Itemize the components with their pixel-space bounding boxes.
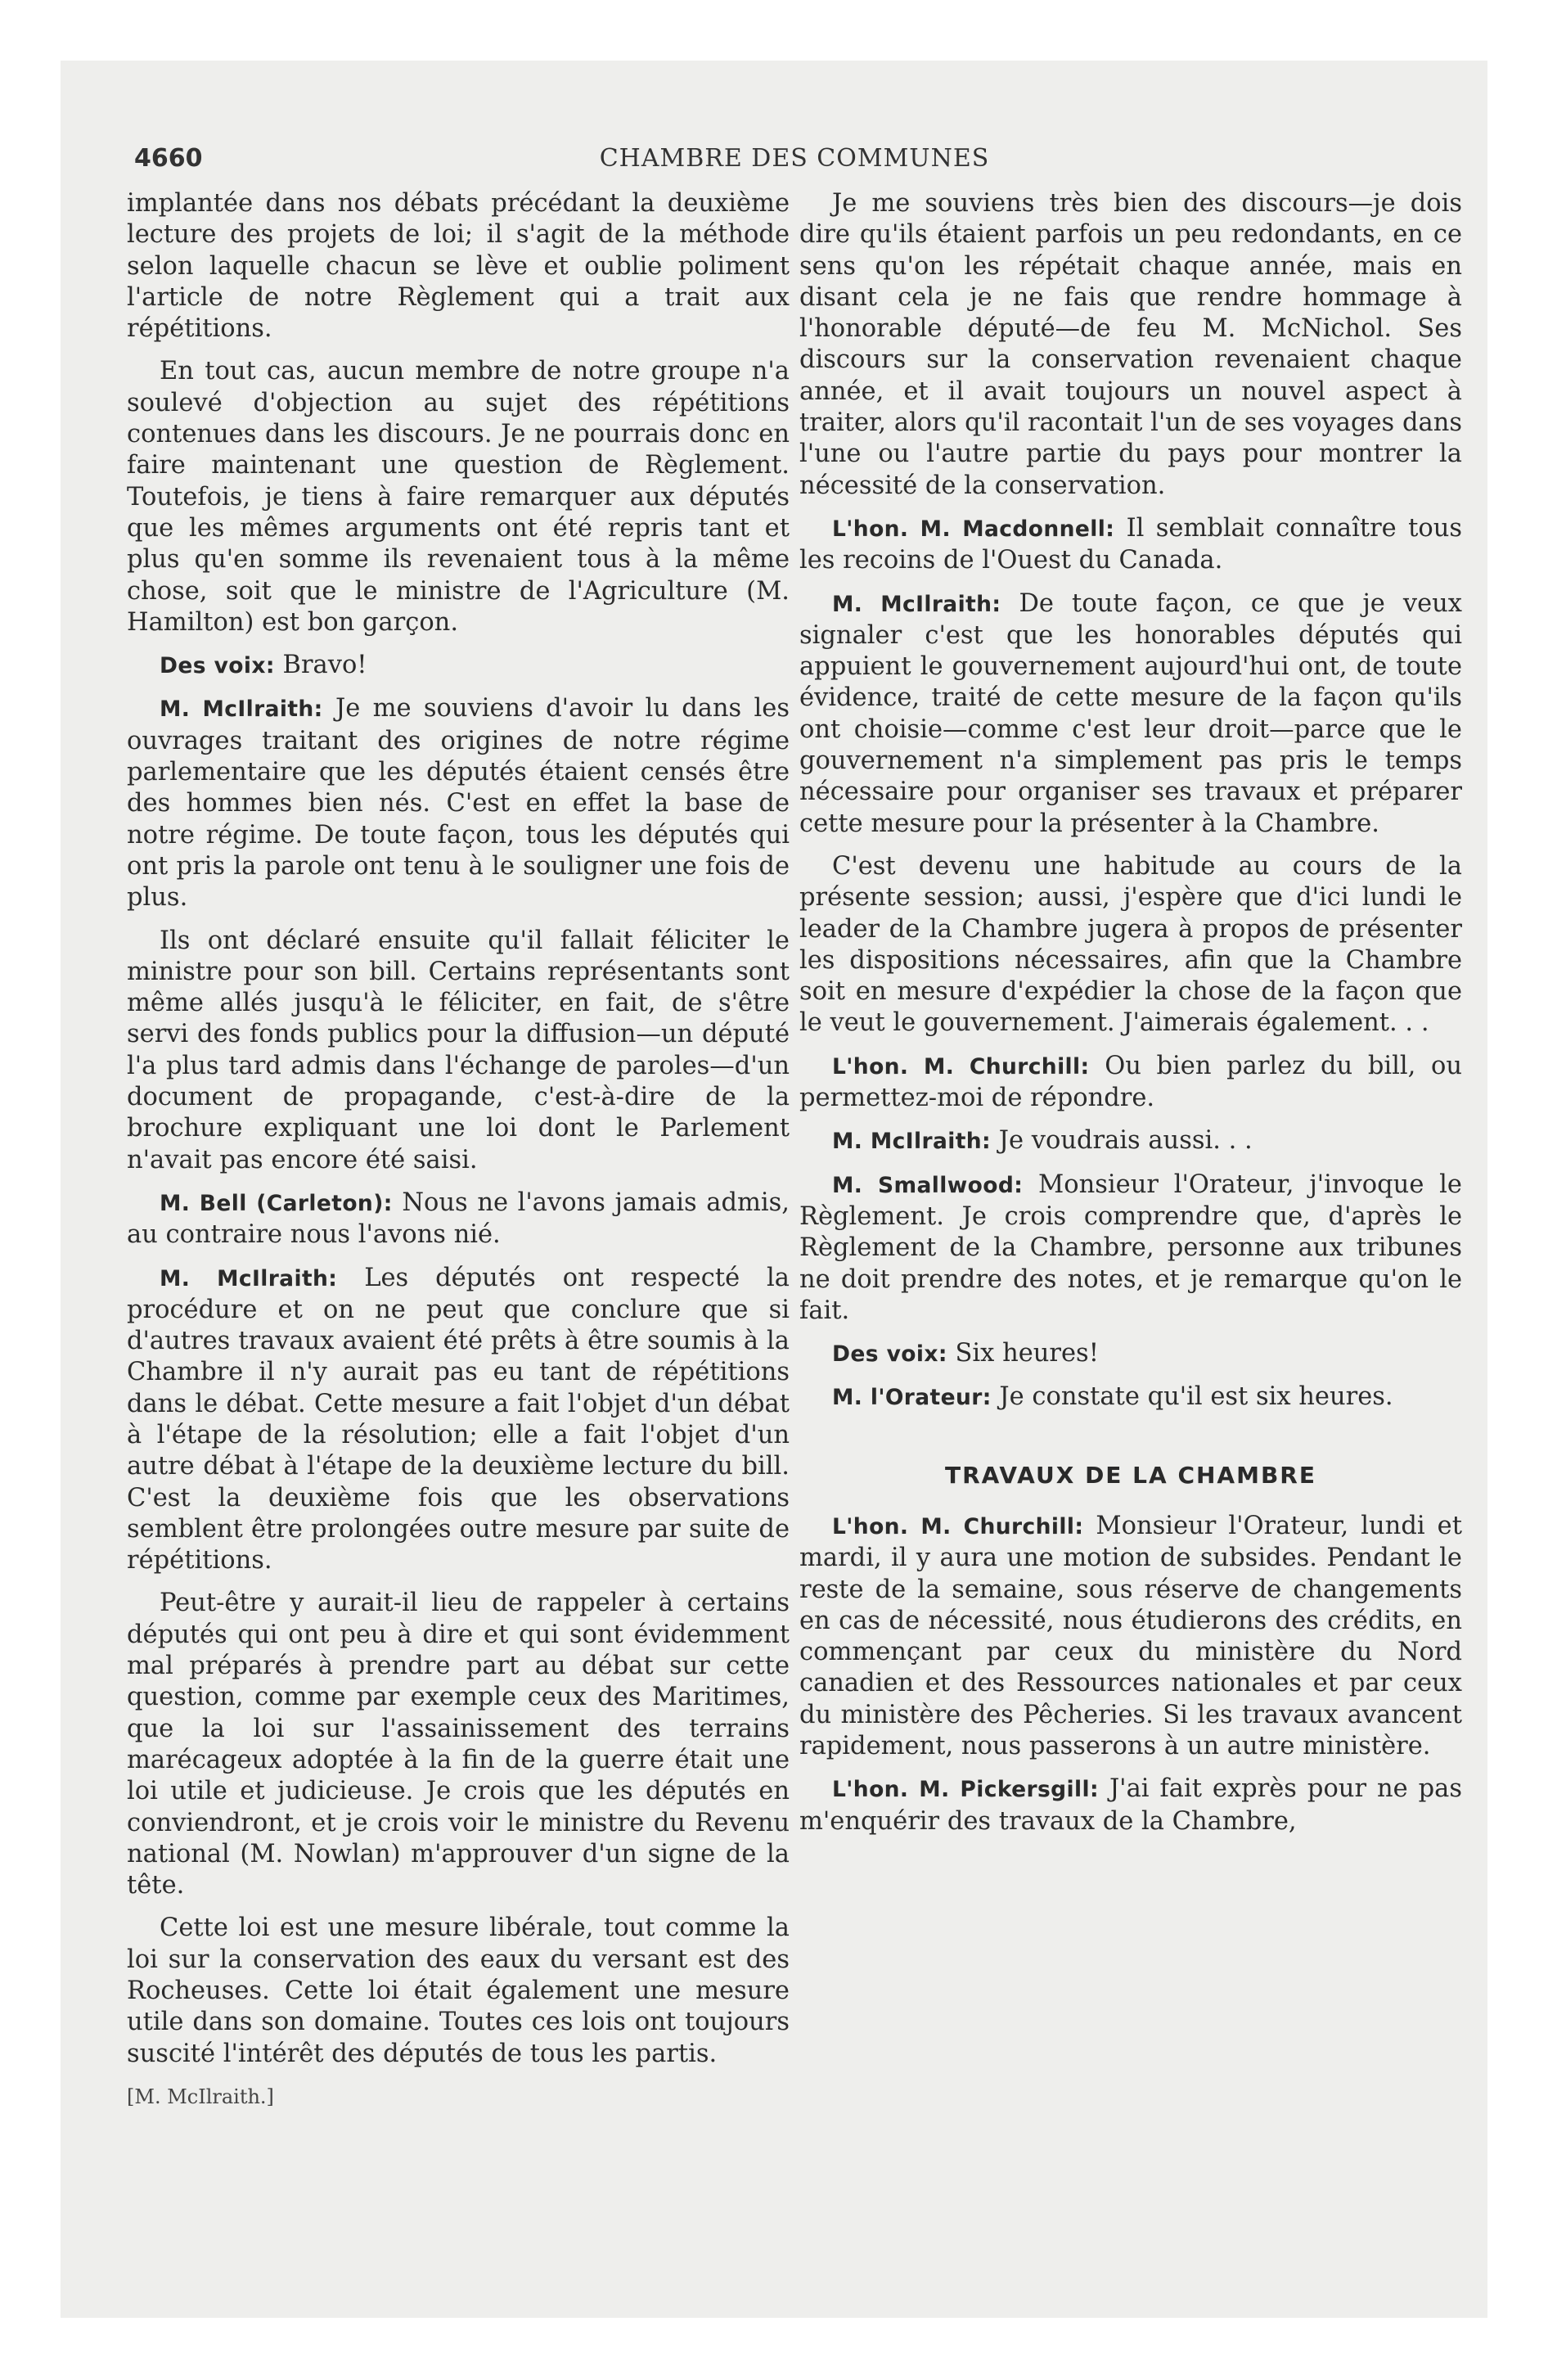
speech-text: Monsieur l'Orateur, j'invoque le Règlement. Je crois comprendre que, d'après le Règlement de la Chambre, personne aux tribunes ne doit prendre des notes, et je remarque qu'on le fait. [799,1170,1462,1325]
speech-paragraph [799,1170,1462,1327]
speech-paragraph [799,1051,1462,1115]
running-head: CHAMBRE DES COMMUNES [599,144,990,173]
speech-text: Nous ne l'avons jamais admis, au contraire nous l'avons nié. [127,1188,790,1250]
speaker-name: L'hon. M. Macdonnell: [832,516,1115,542]
speech-paragraph [799,1338,1462,1370]
speech-paragraph [799,1774,1462,1837]
speech-paragraph [799,588,1462,840]
speech-paragraph [799,513,1462,577]
speaker-name: M. l'Orateur: [832,1385,992,1411]
speaker-name: M. Bell (Carleton): [160,1190,393,1216]
paragraph: C'est devenu une habitude au cours de la présente session; aussi, j'espère que d'ici lundi le leader de la Chambre jugera à propos de présenter les dispositions nécessaires, afin que la Chambre soit en mesure d'expédier la chose de la façon que le veut le gouvernement. J'aimerais également. . . [799,851,1462,1038]
speech-text: De toute façon, ce que je veux signaler c'est que les honorables députés qui appuient le gouvernement aujourd'hui ont, de toute évidence, traité de cette mesure de la façon qu'ils ont choisie—comme c'est leur droit—parce que le gouvernement n'a simplement pas pris le temps nécessaire pour organiser ses travaux et préparer cette mesure pour la présenter à la Chambre. [799,588,1462,838]
speaker-name: M. McIlraith: [160,696,323,723]
speech-text: Je constate qu'il est six heures. [999,1382,1393,1412]
paragraph: Ils ont déclaré ensuite qu'il fallait féliciter le ministre pour son bill. Certains représentants sont même allés jusqu'à le féliciter, en fait, de s'être servi des fonds publics pour la diffusion—un député l'a plus tard admis dans l'échange de paroles—d'un document de propagande, c'est-à-dire de la brochure expliquant une loi dont le Parlement n'avait pas encore été saisi. [127,926,790,1174]
speech-paragraph [127,1263,790,1577]
paragraph: Peut-être y aurait-il lieu de rappeler à certains députés qui ont peu à dire et qui sont évidemment mal préparés à prendre part au débat sur cette question, comme par exemple ceux des Maritimes, que la loi sur l'assainissement des terrains marécageux adoptée à la fin de la guerre était une loi utile et judicieuse. Je crois que les députés en conviendront, et je crois voir le ministre du Revenu national (M. Nowlan) m'approuver d'un signe de la tête. [127,1589,790,1900]
paragraph: En tout cas, aucun membre de notre groupe n'a soulevé d'objection au sujet des répétitions contenues dans les discours. Je ne pourrais donc en faire maintenant une question de Règlement. Toutefois, je tiens à faire remarquer aux députés que les mêmes arguments ont été repris tant et plus qu'en somme ils revenaient tous à la même chose, soit que le ministre de l'Agriculture (M. Hamilton) est bon garçon. [127,357,790,637]
page-number: 4660 [134,144,203,173]
paragraph: Cette loi est une mesure libérale, tout comme la loi sur la conservation des eaux du versant est des Rocheuses. Cette loi était également une mesure utile dans son domaine. Toutes ces lois ont toujours suscité l'intérêt des députés de tous les partis. [127,1913,790,2068]
right-column [799,188,1462,1849]
speaker-name: L'hon. M. Churchill: [832,1513,1084,1539]
speaker-name: M. McIlraith: [832,1129,992,1155]
speech-text: Les députés ont respecté la procédure et on ne peut que conclure que si d'autres travaux avaient été prêts à être soumis à la Chambre il n'y aurait pas eu tant de répétitions dans le débat. Cette mesure a fait l'objet d'un débat à l'étape de la résolution; elle a fait l'objet d'un autre débat à l'étape de la deuxième lecture du bill. C'est la deuxième fois que les observations semblent être prolongées outre mesure par suite de répétitions. [127,1263,790,1575]
speech-text: Il semblait connaître tous les recoins de l'Ouest du Canada. [799,513,1462,575]
section-heading: TRAVAUX DE LA CHAMBRE [944,1461,1316,1489]
speaker-name: M. Smallwood: [832,1172,1024,1198]
paragraph: implantée dans nos débats précédant la deuxième lecture des projets de loi; il s'agit de la méthode selon laquelle chacun se lève et oublie poliment l'article de notre Règlement qui a trait aux répétitions. [127,189,790,344]
paragraph: Je me souviens très bien des discours—je dois dire qu'ils étaient parfois un peu redondants, en ce sens qu'on les répétait chaque année, mais en disant cela je ne fais que rendre hommage à l'honorable député—de feu M. McNichol. Ses discours sur la conservation revenaient chaque année, et il avait toujours un nouvel aspect à traiter, alors qu'il racontait l'un de ses voyages dans l'une ou l'autre partie du pays pour montrer la nécessité de la conservation. [799,189,1462,500]
left-column [127,188,790,2112]
speech-paragraph [799,1511,1462,1762]
speech-text: Je me souviens d'avoir lu dans les ouvrages traitant des origines de notre régime parlementaire que les députés étaient censés être des hommes bien nés. C'est en effet la base de notre régime. De toute façon, tous les députés qui ont pris la parole ont tenu à le souligner une fois de plus. [127,694,790,913]
speaker-name: Des voix: [832,1341,947,1368]
speaker-name: Des voix: [160,653,275,679]
speaker-name: L'hon. M. Churchill: [832,1053,1090,1080]
speech-paragraph [127,1188,790,1251]
speech-paragraph [799,1125,1462,1157]
speech-text: J'ai fait exprès pour ne pas m'enquérir des travaux de la Chambre, [799,1774,1462,1836]
speech-text: Je voudrais aussi. . . [998,1126,1253,1156]
speech-text: Bravo! [282,651,367,680]
speaker-signature: [M. McIlraith.] [127,2085,274,2108]
speech-paragraph [127,693,790,913]
speech-text: Ou bien parlez du bill, ou permettez-moi de répondre. [799,1051,1462,1113]
speech-paragraph [127,650,790,682]
page-header [134,144,1455,185]
speaker-name: M. McIlraith: [160,1265,338,1291]
speaker-name: M. McIlraith: [832,591,1001,617]
speech-paragraph [799,1382,1462,1413]
speech-text: Six heures! [955,1339,1099,1368]
speaker-name: L'hon. M. Pickersgill: [832,1777,1099,1803]
speech-text: Monsieur l'Orateur, lundi et mardi, il y aura une motion de subsides. Pendant le reste de la semaine, sous réserve de changements en cas de nécessité, nous étudierons des crédits, en commençant par ceux du ministère du Nord canadien et des Ressources nationales et par ceux du ministère des Pêcheries. Si les travaux avancent rapidement, nous passerons à un autre ministère. [799,1511,1462,1761]
